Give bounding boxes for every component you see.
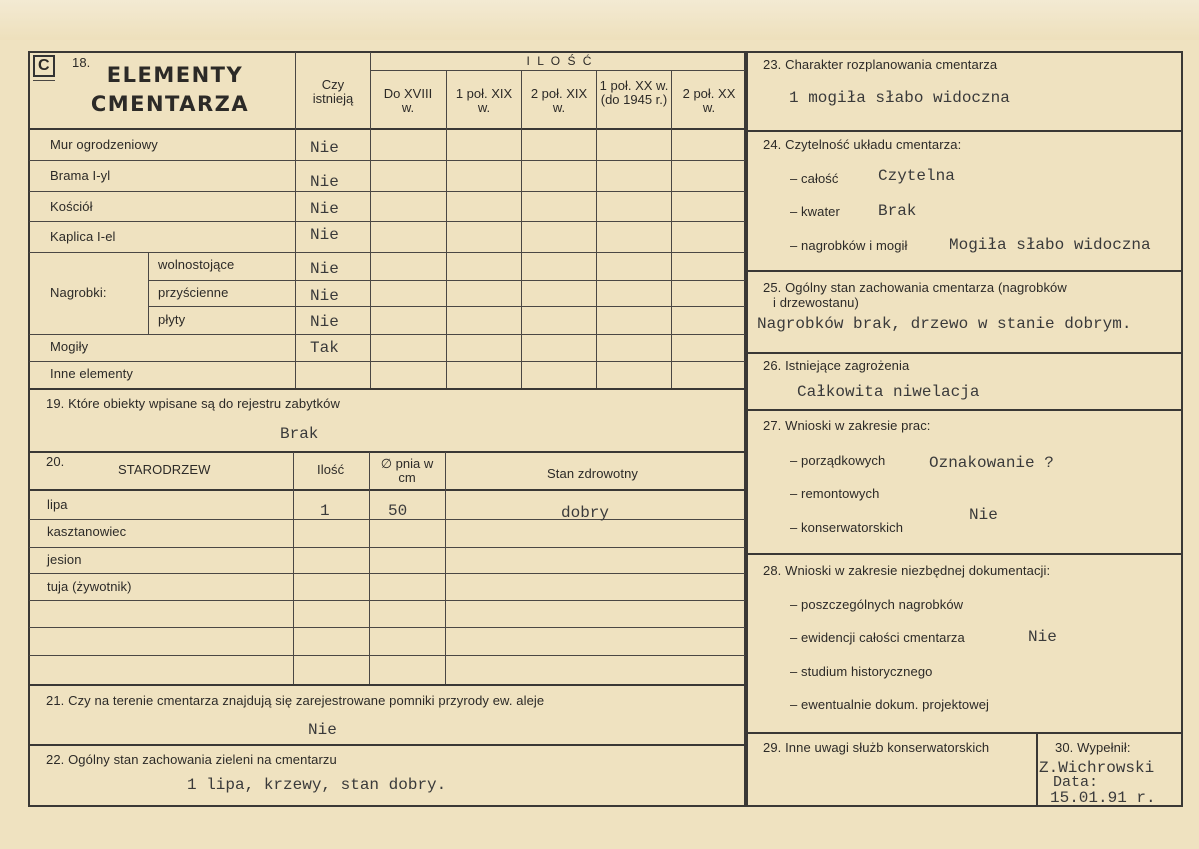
q20-number: 20. [46, 454, 65, 469]
element-label-kaplica: Kaplica I-el [50, 229, 116, 244]
q20-col-stan: Stan zdrowotny [547, 466, 639, 481]
col-header-2pol-xix: 2 poł. XIX w. [530, 86, 588, 116]
section-number: 18. [72, 55, 91, 70]
q23-label: 23. Charakter rozplanowania cmentarza [763, 57, 998, 72]
q23-value: 1 mogiła słabo widoczna [789, 89, 1010, 107]
q30-date-label: Data: [1053, 774, 1099, 791]
q24-calosc-label: – całość [790, 171, 839, 186]
tree-stan-lipa: dobry [561, 504, 610, 522]
q24-kwater-value: Brak [878, 202, 917, 220]
q27-konserwatorskich-label: – konserwatorskich [790, 520, 904, 535]
q20-col-ilosc: Ilość [317, 462, 345, 477]
element-label-plyty: płyty [158, 312, 186, 327]
q26-value: Całkowita niwelacja [797, 383, 980, 401]
col-header-2pol-xx: 2 poł. XX w. [682, 86, 736, 116]
element-label-inne: Inne elementy [50, 366, 133, 381]
q20-col-pien: ∅ pnia w cm [380, 456, 434, 486]
q25-value: Nagrobków brak, drzewo w stanie dobrym. [757, 315, 1132, 333]
element-value-kaplica: Nie [310, 226, 339, 244]
element-label-przyscienne: przyścienne [158, 285, 229, 300]
element-label-mogily: Mogiły [50, 339, 89, 354]
col-header-1pol-xx: 1 poł. XX w. (do 1945 r.) [599, 78, 669, 108]
q27-konserwatorskich-value: Nie [969, 506, 998, 524]
element-label-brama: Brama I-yl [50, 168, 111, 183]
element-value-plyty: Nie [310, 313, 339, 331]
q28-label: 28. Wnioski w zakresie niezbędnej dokumentacji: [763, 563, 1051, 578]
element-label-wolnostojace: wolnostojące [158, 257, 235, 272]
element-label-nagrobki: Nagrobki: [50, 285, 107, 300]
q30-name: Z.Wichrowski [1039, 759, 1155, 777]
q29-label: 29. Inne uwagi służb konserwatorskich [763, 740, 990, 755]
tree-pien-lipa: 50 [388, 502, 408, 520]
element-value-wolnostojace: Nie [310, 260, 339, 278]
q30-date: 15.01.91 r. [1050, 789, 1156, 807]
section-title-line1: ELEMENTY [106, 63, 244, 87]
col-header-1pol-xix: 1 poł. XIX w. [455, 86, 513, 116]
q21-value: Nie [308, 721, 337, 739]
col-header-czy-istnieja: Czy istnieją [312, 77, 354, 107]
element-value-przyscienne: Nie [310, 287, 339, 305]
q27-porzadkowych-label: – porządkowych [790, 453, 886, 468]
q19-value: Brak [280, 425, 319, 443]
q25-label-line2: i drzewostanu) [773, 295, 859, 310]
element-value-kosciol: Nie [310, 200, 339, 218]
element-value-mogily: Tak [310, 339, 339, 357]
q22-value: 1 lipa, krzewy, stan dobry. [187, 776, 447, 794]
tree-name-lipa: lipa [47, 497, 68, 512]
tree-name-kasztanowiec: kasztanowiec [47, 524, 127, 539]
q28-item-nagrobkow: – poszczególnych nagrobków [790, 597, 964, 612]
q24-nagrobkow-label: – nagrobków i mogił [790, 238, 908, 253]
tree-name-tuja: tuja (żywotnik) [47, 579, 132, 594]
q27-label: 27. Wnioski w zakresie prac: [763, 418, 931, 433]
tree-ilosc-lipa: 1 [320, 502, 330, 520]
element-value-mur: Nie [310, 139, 339, 157]
q30-label: 30. Wypełnił: [1055, 740, 1131, 755]
section-title-line2: CMENTARZA [90, 92, 250, 116]
q24-kwater-label: – kwater [790, 204, 840, 219]
tree-name-jesion: jesion [47, 552, 82, 567]
q24-nagrobkow-value: Mogiła słabo widoczna [949, 236, 1151, 254]
q25-label-line1: 25. Ogólny stan zachowania cmentarza (nagrobków [763, 280, 1067, 295]
q21-label: 21. Czy na terenie cmentarza znajdują się zarejestrowane pomniki przyrody ew. aleje [46, 693, 545, 708]
element-value-brama: Nie [310, 173, 339, 191]
q24-calosc-value: Czytelna [878, 167, 955, 185]
q28-item-studium: – studium historycznego [790, 664, 933, 679]
q27-remontowych-label: – remontowych [790, 486, 880, 501]
q19-label: 19. Które obiekty wpisane są do rejestru zabytków [46, 396, 340, 411]
q20-title: STARODRZEW [118, 462, 211, 477]
q27-porzadkowych-value: Oznakowanie ? [929, 454, 1054, 472]
q22-label: 22. Ogólny stan zachowania zieleni na cmentarzu [46, 752, 337, 767]
q28-value: Nie [1028, 628, 1057, 646]
element-label-kosciol: Kościół [50, 199, 93, 214]
element-label-mur: Mur ogrodzeniowy [50, 137, 158, 152]
section-letter: C [38, 57, 50, 74]
col-header-do-xviii: Do XVIII w. [383, 86, 433, 116]
q28-item-ewidencji: – ewidencji całości cmentarza [790, 630, 965, 645]
col-header-ilosc: I L O Ś Ć [526, 54, 594, 68]
q28-item-projektowej: – ewentualnie dokum. projektowej [790, 697, 990, 712]
paper-top-edge [0, 0, 1199, 40]
q24-label: 24. Czytelność układu cmentarza: [763, 137, 962, 152]
q26-label: 26. Istniejące zagrożenia [763, 358, 910, 373]
